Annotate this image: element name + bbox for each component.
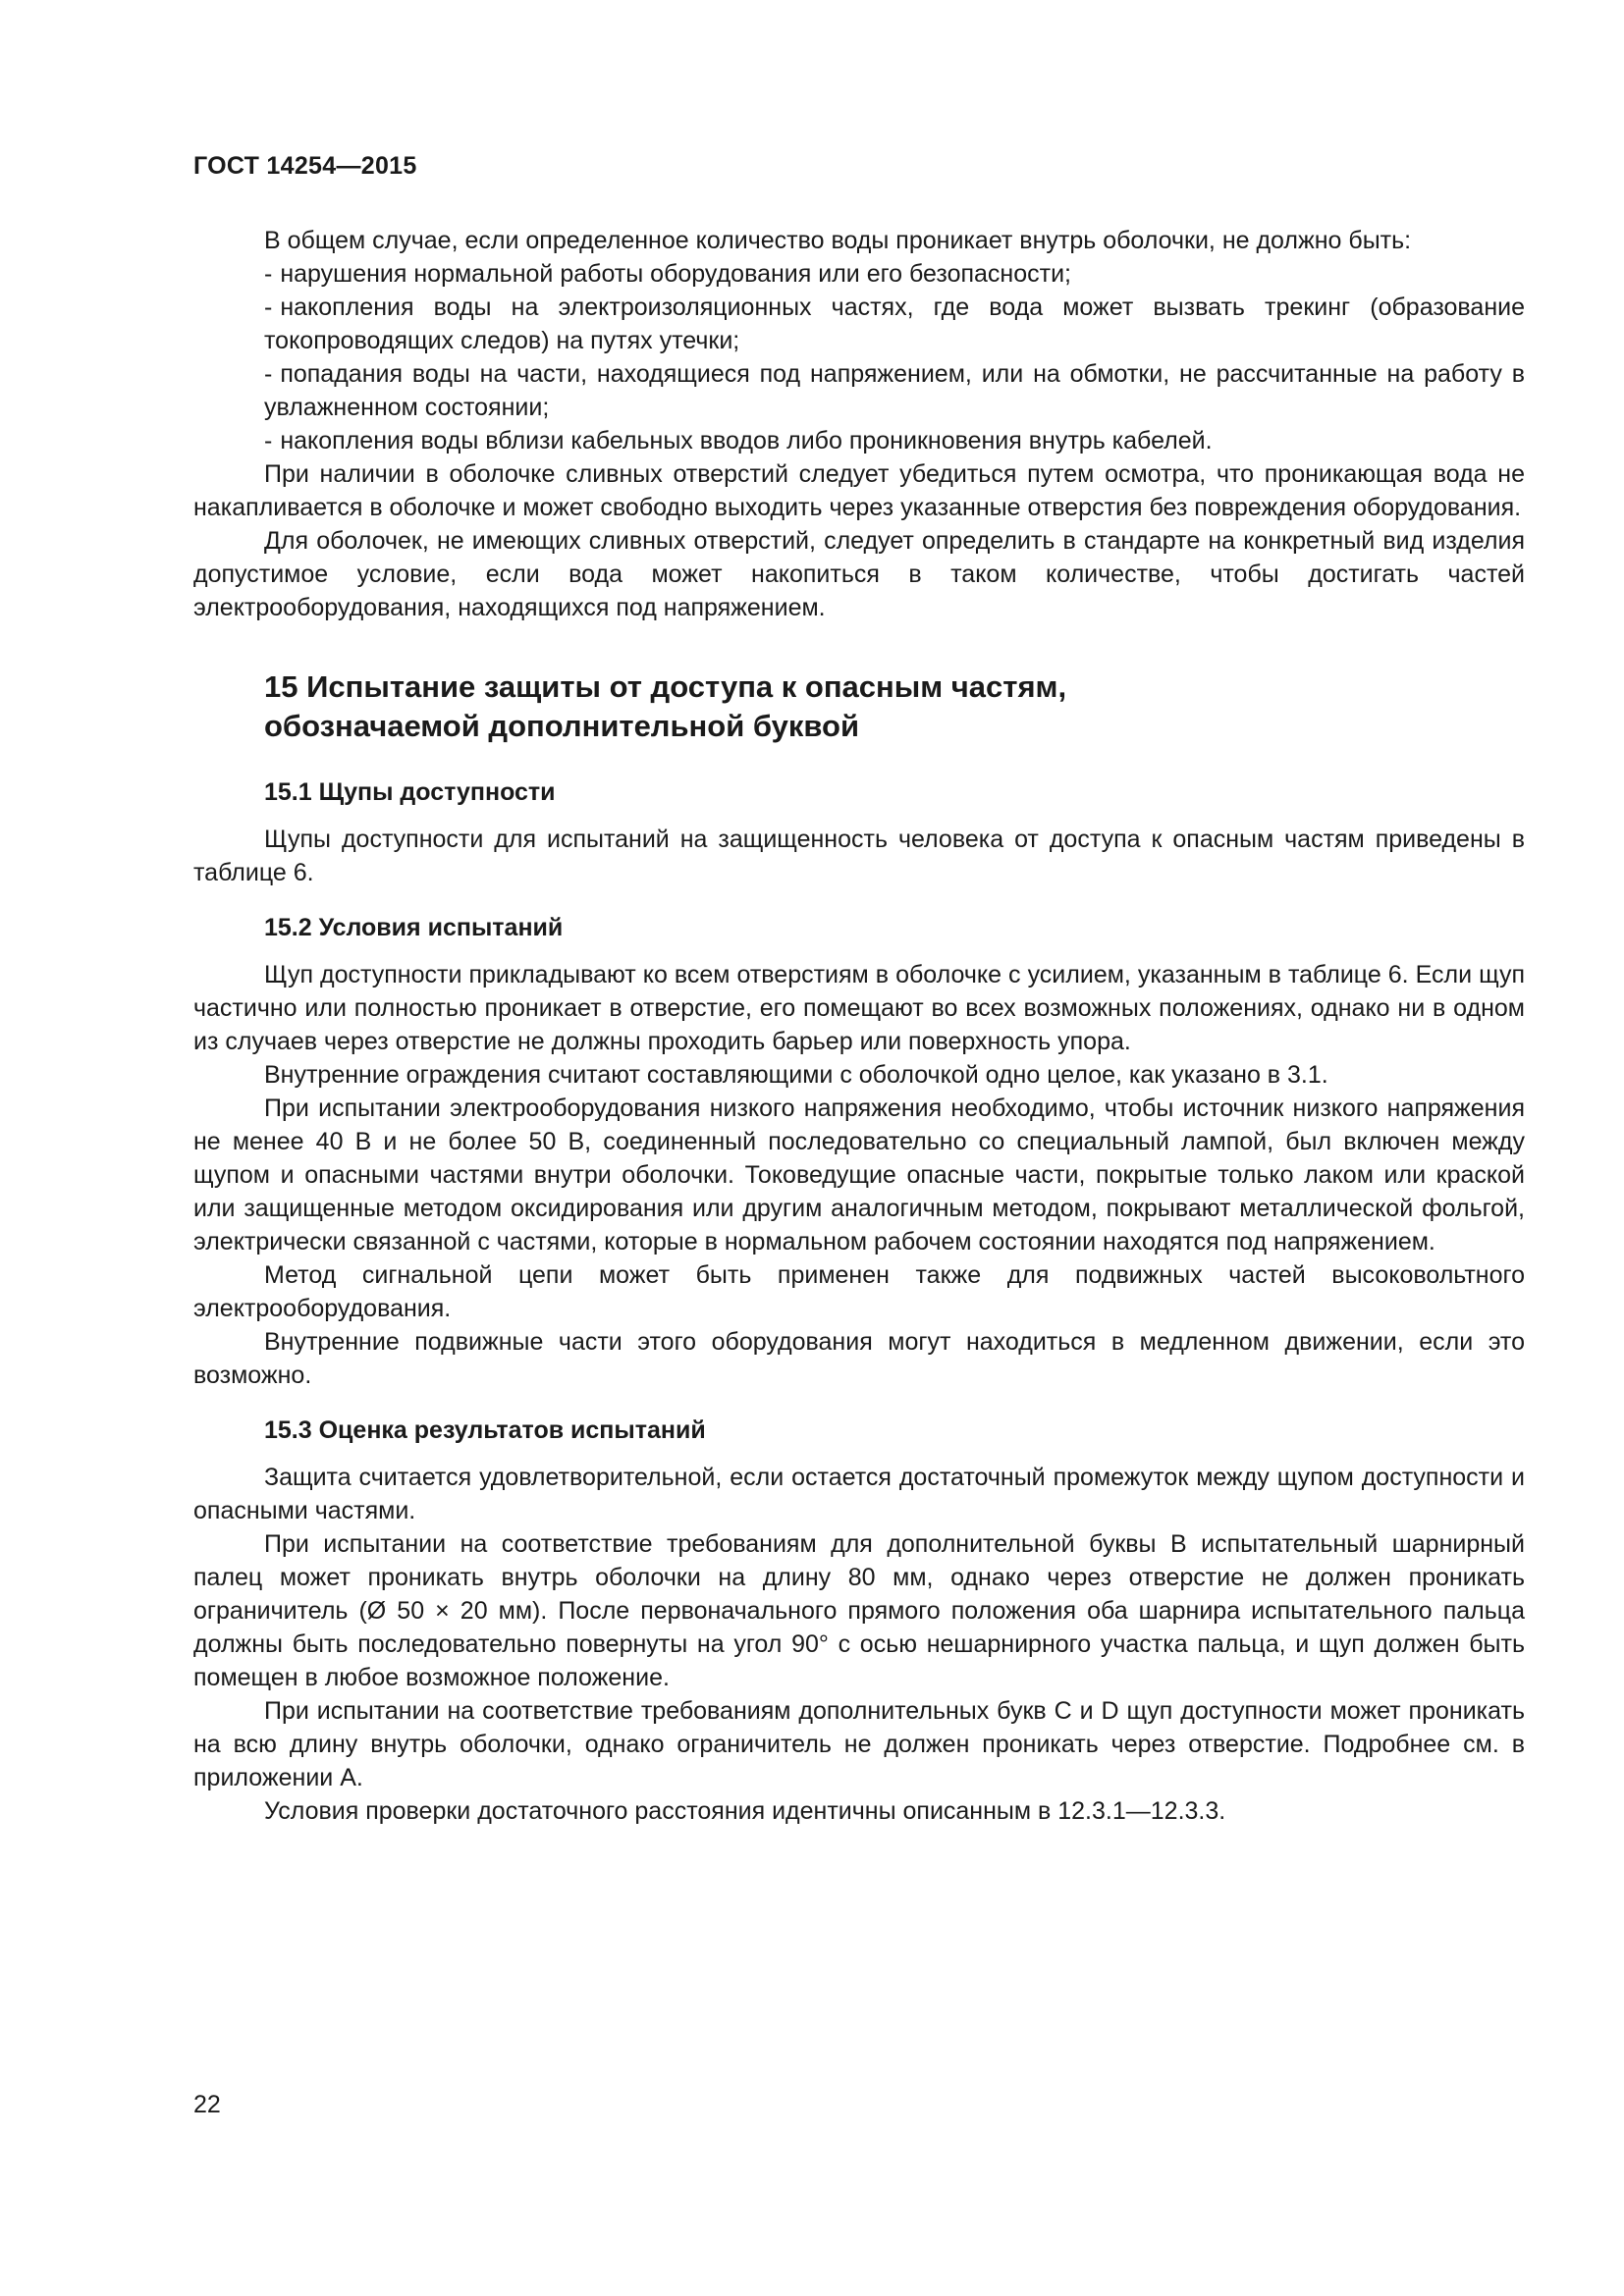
subsection-15-2-title: 15.2 Условия испытаний bbox=[264, 914, 564, 941]
intro-paragraph-1: В общем случае, если определенное количество воды проникает внутрь оболочки, не должно быть: bbox=[264, 227, 1412, 254]
intro-paragraph-3: Для оболочек, не имеющих сливных отверстий, следует определить в стандарте на конкретный вид изделия допустимое условие, если вода может накопиться в таком количестве, чтобы достигать частей электрооборудования, находящихся под напряжением. bbox=[193, 527, 1525, 621]
list-item bbox=[193, 357, 1525, 424]
subsection-15-2-paragraph-5: Внутренние подвижные части этого оборудования могут находиться в медленном движении, если это возможно. bbox=[193, 1328, 1525, 1389]
subsection-15-3-paragraph-1: Защита считается удовлетворительной, если остается достаточный промежуток между щупом доступности и опасными частями. bbox=[193, 1464, 1525, 1524]
intro-paragraph-2: При наличии в оболочке сливных отверстий следует убедиться путем осмотра, что проникающая вода не накапливается в оболочке и может свободно выходить через указанные отверстия без повреждения оборудования. bbox=[193, 460, 1525, 521]
list-item bbox=[193, 424, 1525, 457]
list-item-text: накопления воды вблизи кабельных вводов либо проникновения внутрь кабелей. bbox=[280, 427, 1213, 454]
list-item-text: попадания воды на части, находящиеся под напряжением, или на обмотки, не рассчитанные на работу в увлажненном состоянии; bbox=[264, 360, 1525, 421]
list-dash: - bbox=[264, 360, 273, 388]
subsection-15-3-paragraph-2: При испытании на соответствие требованиям для дополнительной буквы B испытательный шарнирный палец может проникать внутрь оболочки на длину 80 мм, однако через отверстие не должен проникать ограничитель (Ø 50 × 20 мм). После первоначального прямого положения оба шарнира испытательного пальца должны быть последовательно повернуты на угол 90° с осью нешарнирного участка пальца, и щуп должен быть помещен в любое возможное положение. bbox=[193, 1530, 1525, 1691]
list-item-text: накопления воды на электроизоляционных частях, где вода может вызвать трекинг (образование токопроводящих следов) на путях утечки; bbox=[264, 294, 1525, 354]
list-item bbox=[193, 257, 1525, 291]
list-dash: - bbox=[264, 294, 273, 321]
subsection-15-1-title: 15.1 Щупы доступности bbox=[264, 778, 556, 806]
subsection-15-1-paragraph: Щупы доступности для испытаний на защищенность человека от доступа к опасным частям приведены в таблице 6. bbox=[193, 826, 1525, 886]
subsection-15-3-paragraph-4: Условия проверки достаточного расстояния идентичны описанным в 12.3.1—12.3.3. bbox=[264, 1797, 1226, 1825]
subsection-15-3-title: 15.3 Оценка результатов испытаний bbox=[264, 1416, 706, 1444]
subsection-15-2-paragraph-2: Внутренние ограждения считают составляющими с оболочкой одно целое, как указано в 3.1. bbox=[264, 1061, 1328, 1089]
subsection-15-2-paragraph-4: Метод сигнальной цепи может быть применен также для подвижных частей высоковольтного электрооборудования. bbox=[193, 1261, 1525, 1322]
subsection-15-2-paragraph-1: Щуп доступности прикладывают ко всем отверстиям в оболочке с усилием, указанным в таблице 6. Если щуп частично или полностью проникает в отверстие, его помещают во всех возможных положениях, однако ни в одном из случаев через отверстие не должны проходить барьер или поверхность упора. bbox=[193, 961, 1525, 1055]
section-15-title-line-2: обозначаемой дополнительной буквой bbox=[264, 709, 860, 743]
list-item-text: нарушения нормальной работы оборудования или его безопасности; bbox=[280, 260, 1072, 288]
section-15-title-line-1: 15 Испытание защиты от доступа к опасным частям, bbox=[264, 669, 1067, 704]
section-15-title bbox=[264, 667, 1226, 746]
list-dash: - bbox=[264, 427, 273, 454]
list-item bbox=[193, 291, 1525, 357]
page-content bbox=[193, 224, 1525, 1828]
subsection-15-3-paragraph-3: При испытании на соответствие требованиям дополнительных букв C и D щуп доступности может проникать на всю длину внутрь оболочки, однако ограничитель не должен проникать через отверстие. Подробнее см. в приложении A. bbox=[193, 1697, 1525, 1791]
subsection-15-2-paragraph-3: При испытании электрооборудования низкого напряжения необходимо, чтобы источник низкого напряжения не менее 40 В и не более 50 В, соединенный последовательно со специальный лампой, был включен между щупом и опасными частями внутри оболочки. Токоведущие опасные части, покрытые только лаком или краской или защищенные методом оксидирования или другим аналогичным методом, покрывают металлической фольгой, электрически связанной с частями, которые в нормальном рабочем состоянии находятся под напряжением. bbox=[193, 1095, 1525, 1255]
page-number: 22 bbox=[193, 2091, 221, 2118]
document-header: ГОСТ 14254—2015 bbox=[193, 152, 417, 180]
list-dash: - bbox=[264, 260, 273, 288]
